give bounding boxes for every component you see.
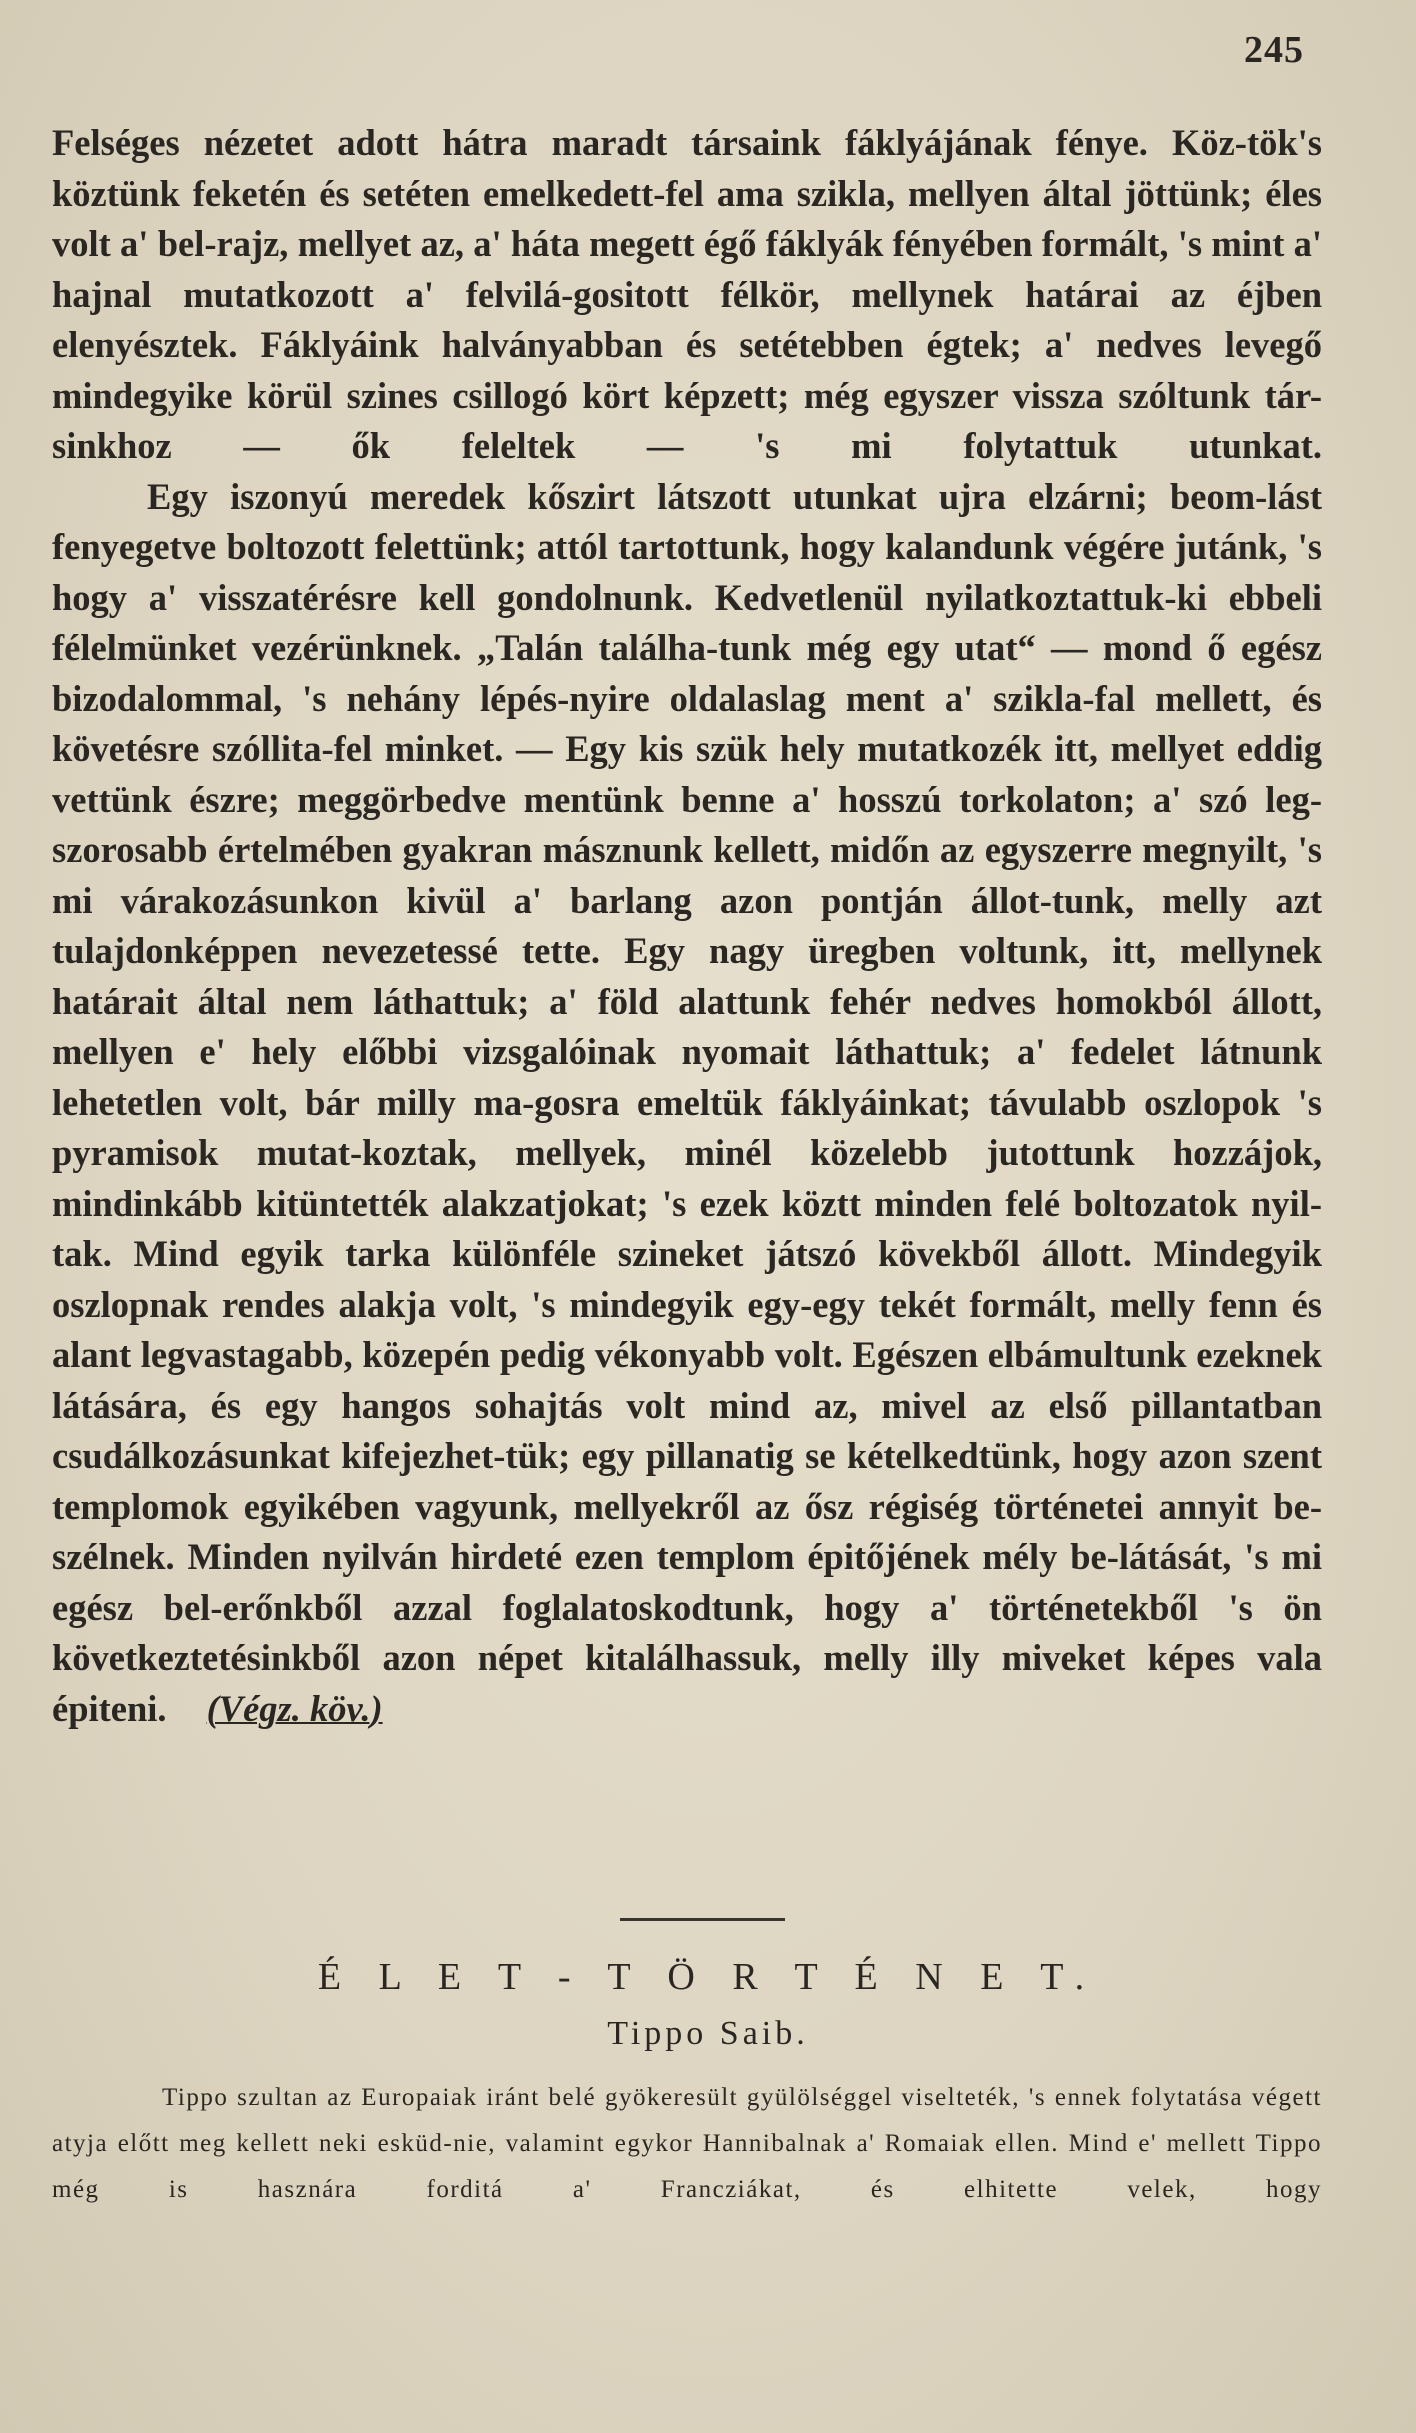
section-paragraph: Tippo szultan az Europaiak iránt belé gyökeresült gyülölséggel viselteték, 's ennek folytatása végett atyja előtt meg kellett neki esküd-nie, valamint egykor Hannibalnak a' Romaiak ellen. Mind e' mellett Tippo még is hasznára forditá a' Francziákat, és elhitette velek, hogy: [52, 2084, 1322, 2203]
section-subtitle: Tippo Saib.: [607, 2015, 809, 2052]
page-number: 245: [1244, 29, 1304, 71]
section-text: [52, 2075, 1322, 2213]
paragraph-1: Felséges nézetet adott hátra maradt társaink fáklyájának fénye. Köz-tök's köztünk feketén és setéten emelkedett-fel ama szikla, mellyen által jöttünk; éles volt a' bel-rajz, mellyet az, a' háta megett égő fáklyák fényében formált, 's mint a' hajnal mutatkozott a' felvilá-gositott félkör, mellynek határai az éjben elenyésztek. Fáklyáink halványabban és setétebben égtek; a' nedves levegő mindegyike körül szines csillogó kört képzett; még egyszer vissza szóltunk tár-sinkhoz — ők feleltek — 's mi folytattuk utunkat.: [52, 122, 1322, 466]
paragraph-2-text: Egy iszonyú meredek kőszirt látszott utunkat ujra elzárni; beom-lást fenyegetve boltozott felettünk; attól tartottunk, hogy kalandunk végére jutánk, 's hogy a' visszatérésre kell gondolnunk. Kedvetlenül nyilatkoztattuk-ki ebbeli félelmünket vezérünknek. „Talán találha-tunk még egy utat“ — mond ő egész bizodalommal, 's nehány lépés-nyire oldalaslag ment a' szikla-fal mellett, és követésre szóllita-fel minket. — Egy kis szük hely mutatkozék itt, mellyet eddig vettünk észre; meggörbedve mentünk benne a' hosszú torkolaton; a' szó leg-szorosabb értelmében gyakran másznunk kellett, midőn az egyszerre megnyilt, 's mi várakozásunkon kivül a' barlang azon pontján állot-tunk, melly azt tulajdonképpen nevezetessé tette. Egy nagy üregben voltunk, itt, mellynek határait által nem láthattuk; a' föld alattunk fehér nedves homokból állott, mellyen e' hely előbbi vizsgalóinak nyomait láthattuk; a' fedelet látnunk lehetetlen volt, bár milly ma-gosra emeltük fáklyáinkat; távulabb oszlopok 's pyramisok mutat-koztak, mellyek, minél közelebb jutottunk hozzájok, mindinkább kitüntették alakzatjokat; 's ezek köztt minden felé boltozatok nyil-tak. Mind egyik tarka különféle szineket játszó kövekből állott. Mindegyik oszlopnak rendes alakja volt, 's mindegyik egy-egy tekét formált, melly fenn és alant legvastagabb, közepén pedig vékonyabb volt. Egészen elbámultunk ezeknek látására, és egy hangos sohajtás volt mind az, mivel az első pillantatban csudálkozásunkat kifejezhet-tük; egy pillanatig se kételkedtünk, hogy azon szent templomok egyikében vagyunk, mellyekről az ősz régiség történetei annyit be-szélnek. Minden nyilván hirdeté ezen templom épitőjének mély be-látását, 's mi egész bel-erőnkből azzal foglalatoskodtunk, hogy a' történetekből 's ön következtetésinkből azon népet kitalálhassuk, melly illy miveket képes vala épiteni.: [52, 475, 1322, 1729]
section-divider: [620, 1918, 785, 1921]
section-title: É L E T - T Ö R T É N E T.: [317, 1956, 1099, 1998]
main-text: [52, 118, 1322, 1734]
paragraph-2: [52, 472, 1322, 1735]
continued-note: (Végz. köv.): [206, 1687, 383, 1729]
